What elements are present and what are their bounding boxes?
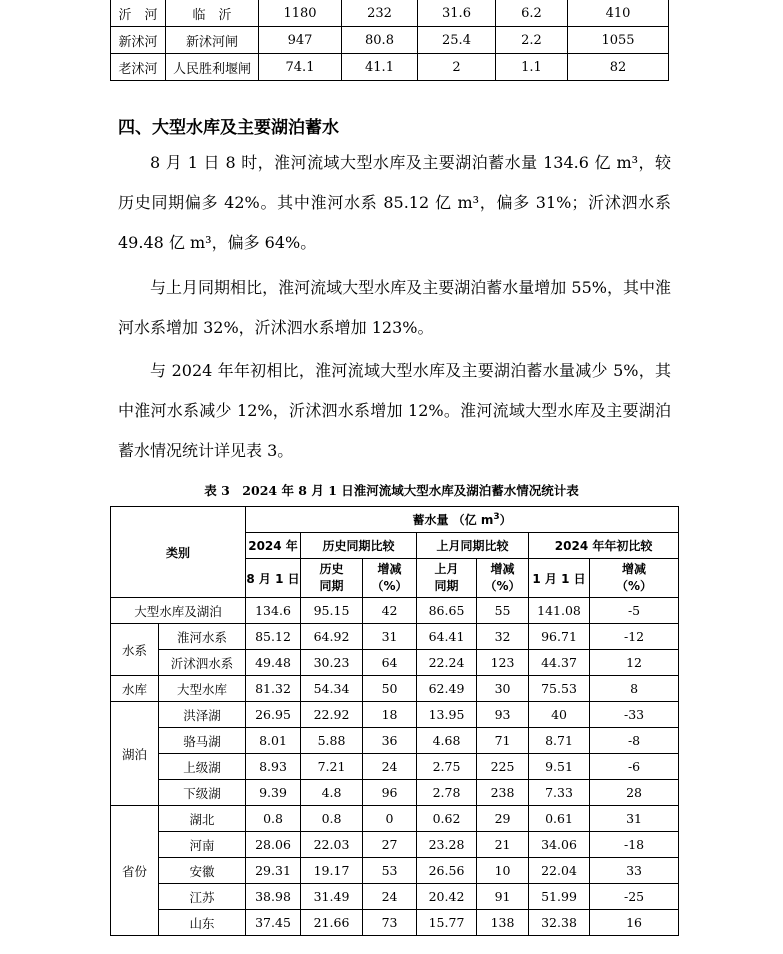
table-cell: 91 [477, 884, 529, 910]
table-cell: 5.88 [301, 728, 363, 754]
table-cell: 新沭河闸 [166, 27, 259, 54]
table-cell: 19.17 [301, 858, 363, 884]
table-row [111, 832, 679, 858]
row-label: 河南 [159, 832, 246, 858]
table-cell: 123 [477, 650, 529, 676]
table-row [111, 702, 679, 728]
table-cell: 32.38 [529, 910, 590, 936]
table-cell: 75.53 [529, 676, 590, 702]
header-aug1: 8 月 1 日 [246, 559, 301, 598]
table-cell: 1055 [568, 27, 669, 54]
row-label: 洪泽湖 [159, 702, 246, 728]
table-row [111, 806, 679, 832]
table-cell: 28.06 [246, 832, 301, 858]
table-cell: 8.71 [529, 728, 590, 754]
table-caption: 表 3 2024 年 8 月 1 日淮河流域大型水库及湖泊蓄水情况统计表 [204, 483, 579, 498]
paragraph-year-compare: 与 2024 年年初相比，淮河流域大型水库及主要湖泊蓄水量减少 5%，其中淮河水系减少 12%，沂沭泗水系增加 12%。淮河流域大型水库及主要湖泊蓄水情况统计详见表 3。 [118, 361, 671, 460]
row-label: 大型水库及湖泊 [111, 598, 246, 624]
table-cell: 24 [363, 754, 417, 780]
table-cell: -5 [590, 598, 679, 624]
table-cell: 人民胜利堰闸 [166, 54, 259, 81]
table-row [111, 884, 679, 910]
table-cell: 22.04 [529, 858, 590, 884]
row-label: 上级湖 [159, 754, 246, 780]
table-cell: 2.75 [417, 754, 477, 780]
table-cell: 25.4 [418, 27, 496, 54]
table-row [111, 27, 669, 54]
table-cell: 16 [590, 910, 679, 936]
row-label: 沂沭泗水系 [159, 650, 246, 676]
table-cell: 73 [363, 910, 417, 936]
header-jan1: 1 月 1 日 [529, 559, 590, 598]
group-label: 省份 [111, 806, 159, 936]
table-cell: 8 [590, 676, 679, 702]
table-cell: 81.32 [246, 676, 301, 702]
table-cell: 23.28 [417, 832, 477, 858]
table-row [111, 650, 679, 676]
table-cell: 20.42 [417, 884, 477, 910]
table-cell: 临 沂 [166, 0, 259, 27]
table-cell: 36 [363, 728, 417, 754]
header-category: 类别 [111, 507, 246, 598]
table-cell: 沂 河 [111, 0, 166, 27]
table-cell: 22.03 [301, 832, 363, 858]
table-row [111, 780, 679, 806]
header-hist-compare: 历史同期比较 [301, 533, 417, 559]
row-label: 山东 [159, 910, 246, 936]
table-cell: 8.01 [246, 728, 301, 754]
table-cell: 老沭河 [111, 54, 166, 81]
table-cell: 9.51 [529, 754, 590, 780]
table-cell: 53 [363, 858, 417, 884]
table-cell: 27 [363, 832, 417, 858]
table-row-total [111, 598, 679, 624]
table-row [111, 910, 679, 936]
table-cell: 55 [477, 598, 529, 624]
table-cell: 2.78 [417, 780, 477, 806]
table-cell: 96 [363, 780, 417, 806]
row-label: 湖北 [159, 806, 246, 832]
storage-table [110, 506, 679, 936]
table-cell: 49.48 [246, 650, 301, 676]
table-cell: 54.34 [301, 676, 363, 702]
header-change-hist: 增减 （%） [363, 559, 417, 598]
table-row [111, 624, 679, 650]
table-cell: 64.41 [417, 624, 477, 650]
table-cell: 0.8 [301, 806, 363, 832]
table-cell: 44.37 [529, 650, 590, 676]
table-cell: 96.71 [529, 624, 590, 650]
table-cell: 31 [363, 624, 417, 650]
table-cell: 95.15 [301, 598, 363, 624]
table-row [111, 858, 679, 884]
table-cell: 141.08 [529, 598, 590, 624]
table-cell: 21.66 [301, 910, 363, 936]
table-cell: 15.77 [417, 910, 477, 936]
table-row [111, 676, 679, 702]
table-cell: 82 [568, 54, 669, 81]
table-cell: 33 [590, 858, 679, 884]
table-cell: 64.92 [301, 624, 363, 650]
table-row [111, 0, 669, 27]
table-cell: 22.92 [301, 702, 363, 728]
table-cell: -33 [590, 702, 679, 728]
table-cell: 40 [529, 702, 590, 728]
paragraph-storage-summary: 8 月 1 日 8 时，淮河流域大型水库及主要湖泊蓄水量 134.6 亿 m³，较历史同期偏多 42%。其中淮河水系 85.12 亿 m³，偏多 31%；沂沭泗水系 49.48 亿 m³，偏多 64%。 [118, 153, 671, 252]
table-cell: 50 [363, 676, 417, 702]
table-cell: 41.1 [342, 54, 418, 81]
group-label: 水系 [111, 624, 159, 676]
header-change-year: 增减 （%） [590, 559, 679, 598]
group-label: 水库 [111, 676, 159, 702]
table-cell: 85.12 [246, 624, 301, 650]
table-cell: 1.1 [496, 54, 568, 81]
river-flow-table [110, 0, 669, 81]
table-cell: 51.99 [529, 884, 590, 910]
row-label: 安徽 [159, 858, 246, 884]
header-year: 2024 年 [246, 533, 301, 559]
table-cell: 4.8 [301, 780, 363, 806]
table-row [111, 54, 669, 81]
table-cell: 2 [418, 54, 496, 81]
table-row [111, 754, 679, 780]
header-last-month-compare: 上月同期比较 [417, 533, 529, 559]
header-hist-period: 历史 同期 [301, 559, 363, 598]
table-cell: 31 [590, 806, 679, 832]
header-last-month-period: 上月 同期 [417, 559, 477, 598]
table-cell: 24 [363, 884, 417, 910]
table-cell: 29.31 [246, 858, 301, 884]
table-cell: 42 [363, 598, 417, 624]
table-cell: 18 [363, 702, 417, 728]
table-cell: 0.8 [246, 806, 301, 832]
table-cell: 6.2 [496, 0, 568, 27]
table-cell: 12 [590, 650, 679, 676]
table-cell: 232 [342, 0, 418, 27]
row-label: 大型水库 [159, 676, 246, 702]
table-cell: 37.45 [246, 910, 301, 936]
table-cell: 238 [477, 780, 529, 806]
table-cell: 8.93 [246, 754, 301, 780]
table-cell: 947 [259, 27, 342, 54]
table-cell: -18 [590, 832, 679, 858]
table-cell: 410 [568, 0, 669, 27]
table-cell: 2.2 [496, 27, 568, 54]
header-change-month: 增减 （%） [477, 559, 529, 598]
group-label: 湖泊 [111, 702, 159, 806]
table-cell: 134.6 [246, 598, 301, 624]
table-cell: 30 [477, 676, 529, 702]
table-cell: -6 [590, 754, 679, 780]
table-cell: 21 [477, 832, 529, 858]
table-cell: 29 [477, 806, 529, 832]
table-cell: 30.23 [301, 650, 363, 676]
table-cell: 138 [477, 910, 529, 936]
table-cell: 7.21 [301, 754, 363, 780]
row-label: 骆马湖 [159, 728, 246, 754]
table-cell: 62.49 [417, 676, 477, 702]
table-cell: -12 [590, 624, 679, 650]
row-label: 江苏 [159, 884, 246, 910]
table-row [111, 728, 679, 754]
table-cell: 38.98 [246, 884, 301, 910]
table-cell: 225 [477, 754, 529, 780]
table-cell: 0 [363, 806, 417, 832]
table-cell: 74.1 [259, 54, 342, 81]
table-cell: 26.56 [417, 858, 477, 884]
table-cell: -8 [590, 728, 679, 754]
table-cell: -25 [590, 884, 679, 910]
table-cell: 71 [477, 728, 529, 754]
table-cell: 9.39 [246, 780, 301, 806]
table-cell: 0.61 [529, 806, 590, 832]
paragraph-month-compare: 与上月同期相比，淮河流域大型水库及主要湖泊蓄水量增加 55%，其中淮河水系增加 32%，沂沭泗水系增加 123%。 [118, 278, 671, 337]
row-label: 淮河水系 [159, 624, 246, 650]
table-cell: 10 [477, 858, 529, 884]
header-year-start-compare: 2024 年年初比较 [529, 533, 679, 559]
table-cell: 31.6 [418, 0, 496, 27]
table-cell: 13.95 [417, 702, 477, 728]
table-cell: 28 [590, 780, 679, 806]
table-cell: 93 [477, 702, 529, 728]
table-cell: 64 [363, 650, 417, 676]
table-cell: 86.65 [417, 598, 477, 624]
table-cell: 1180 [259, 0, 342, 27]
row-label: 下级湖 [159, 780, 246, 806]
header-storage: 蓄水量 （亿 $m^3$） [246, 507, 679, 533]
table-cell: 31.49 [301, 884, 363, 910]
table-cell: 26.95 [246, 702, 301, 728]
table-cell: 新沭河 [111, 27, 166, 54]
table-cell: 4.68 [417, 728, 477, 754]
table-cell: 34.06 [529, 832, 590, 858]
table-cell: 0.62 [417, 806, 477, 832]
table-cell: 80.8 [342, 27, 418, 54]
table-cell: 7.33 [529, 780, 590, 806]
table-cell: 32 [477, 624, 529, 650]
table-cell: 22.24 [417, 650, 477, 676]
section-heading: 四、大型水库及主要湖泊蓄水 [118, 118, 339, 138]
